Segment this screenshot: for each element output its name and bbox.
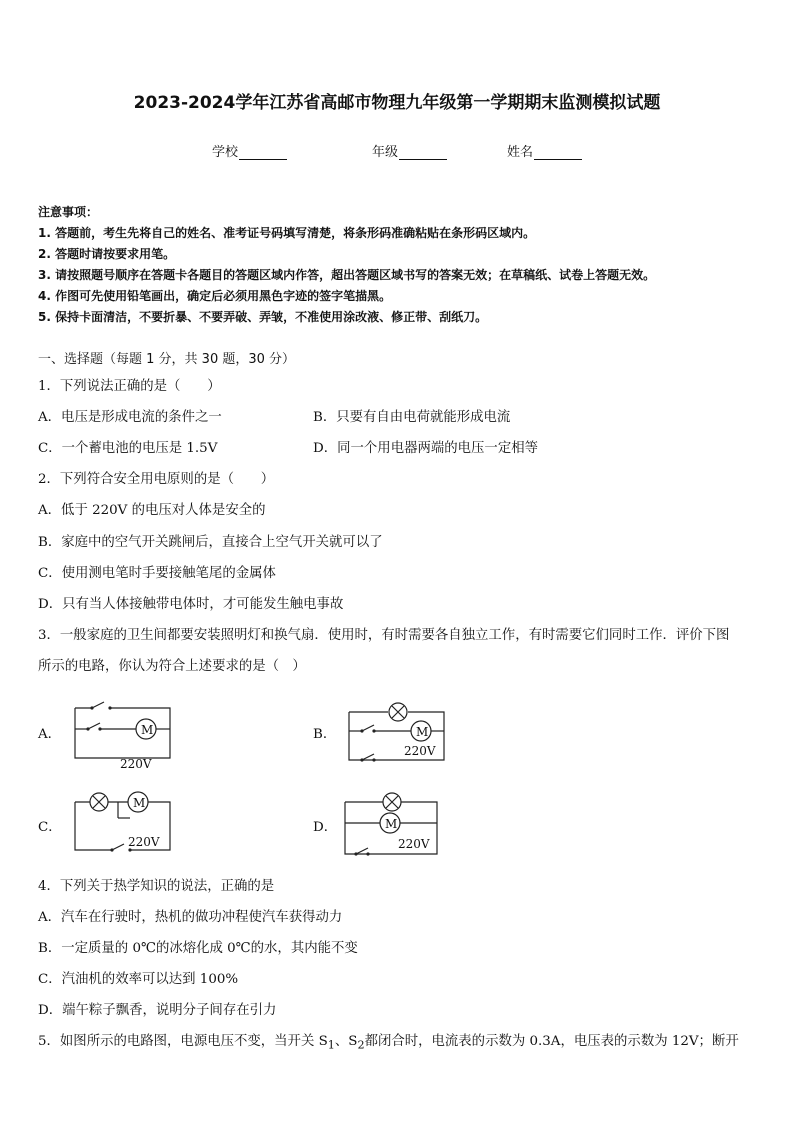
- q3-stem-line1: 3．一般家庭的卫生间都要安装照明灯和换气扇．使用时，有时需要各自独立工作，有时需要它们同时工作．评价下图: [38, 628, 730, 643]
- motor-label: M: [385, 817, 398, 831]
- name-blank[interactable]: [534, 147, 582, 160]
- q1-stem: 1．下列说法正确的是（ ）: [38, 379, 221, 394]
- q3-stem-line2: 所示的电路，你认为符合上述要求的是（ ）: [38, 659, 306, 674]
- notes-heading: 注意事项：: [38, 205, 99, 219]
- q2-option-d[interactable]: D．只有当人体接触带电体时，才可能发生触电事故: [38, 597, 344, 612]
- motor-label: M: [416, 725, 429, 739]
- school-field: [212, 141, 287, 160]
- q4-option-c[interactable]: C．汽油机的效率可以达到 100%: [38, 972, 239, 987]
- grade-field: [372, 141, 447, 160]
- section-heading: 一、选择题（每题 1 分，共 30 题，30 分）: [38, 352, 296, 367]
- q5-sub-2: 2: [357, 1038, 365, 1052]
- q5-sub-1: 1: [327, 1038, 335, 1052]
- q4-stem: 4．下列关于热学知识的说法，正确的是: [38, 879, 275, 894]
- voltage-label: 220V: [404, 744, 436, 758]
- q5-stem: [38, 1030, 739, 1052]
- q5-text-3: 都闭合时，电流表的示数为 0.3A，电压表的示数为 12V；断开: [364, 1034, 739, 1049]
- motor-label: M: [141, 723, 154, 737]
- voltage-label: 220V: [120, 757, 152, 770]
- voltage-label: 220V: [398, 837, 430, 851]
- q2-stem: 2．下列符合安全用电原则的是（ ）: [38, 472, 275, 487]
- motor-label: M: [133, 796, 146, 810]
- circuit-diagram-d: [340, 790, 445, 860]
- grade-label: 年级: [372, 145, 399, 160]
- name-field: [507, 141, 582, 160]
- q5-text-1: 5．如图所示的电路图，电源电压不变，当开关 S: [38, 1034, 328, 1049]
- q1-option-a[interactable]: A．电压是形成电流的条件之一: [38, 410, 222, 425]
- q3-option-a[interactable]: A．: [38, 727, 62, 742]
- q3-option-d[interactable]: D．: [313, 820, 338, 835]
- note-item: 1. 答题前，考生先将自己的姓名、准考证号码填写清楚，将条形码准确粘贴在条形码区域内。: [38, 226, 536, 240]
- name-label: 姓名: [507, 145, 534, 160]
- q1-option-c[interactable]: C．一个蓄电池的电压是 1.5V: [38, 441, 218, 456]
- note-item: 4. 作图可先使用铅笔画出，确定后必须用黑色字迹的签字笔描黑。: [38, 289, 392, 303]
- q4-option-b[interactable]: B．一定质量的 0℃的冰熔化成 0℃的水，其内能不变: [38, 941, 358, 956]
- q3-option-c[interactable]: C．: [38, 820, 62, 835]
- q2-option-b[interactable]: B．家庭中的空气开关跳闸后，直接合上空气开关就可以了: [38, 535, 383, 550]
- school-label: 学校: [212, 145, 239, 160]
- circuit-diagram-a: [70, 698, 180, 770]
- q1-option-b[interactable]: B．只要有自由电荷就能形成电流: [313, 410, 511, 425]
- circuit-diagram-b: [344, 700, 449, 768]
- note-item: 2. 答题时请按要求用笔。: [38, 247, 176, 261]
- circuit-diagram-c: [70, 790, 180, 860]
- page-title: 2023-2024学年江苏省高邮市物理九年级第一学期期末监测模拟试题: [133, 93, 661, 113]
- q4-option-a[interactable]: A．汽车在行驶时，热机的做功冲程使汽车获得动力: [38, 910, 343, 925]
- q5-text-2: 、S: [334, 1034, 358, 1049]
- voltage-label: 220V: [128, 835, 160, 849]
- q2-option-a[interactable]: A．低于 220V 的电压对人体是安全的: [38, 503, 266, 518]
- q3-option-b[interactable]: B．: [313, 727, 337, 742]
- q1-option-d[interactable]: D．同一个用电器两端的电压一定相等: [313, 441, 538, 456]
- q4-option-d[interactable]: D．端午粽子飘香，说明分子间存在引力: [38, 1003, 277, 1018]
- school-blank[interactable]: [239, 147, 287, 160]
- grade-blank[interactable]: [399, 147, 447, 160]
- q2-option-c[interactable]: C．使用测电笔时手要接触笔尾的金属体: [38, 566, 276, 581]
- note-item: 3. 请按照题号顺序在答题卡各题目的答题区域内作答，超出答题区域书写的答案无效；在草稿纸、试卷上答题无效。: [38, 268, 656, 282]
- note-item: 5. 保持卡面清洁，不要折暴、不要弄破、弄皱，不准使用涂改液、修正带、刮纸刀。: [38, 310, 488, 324]
